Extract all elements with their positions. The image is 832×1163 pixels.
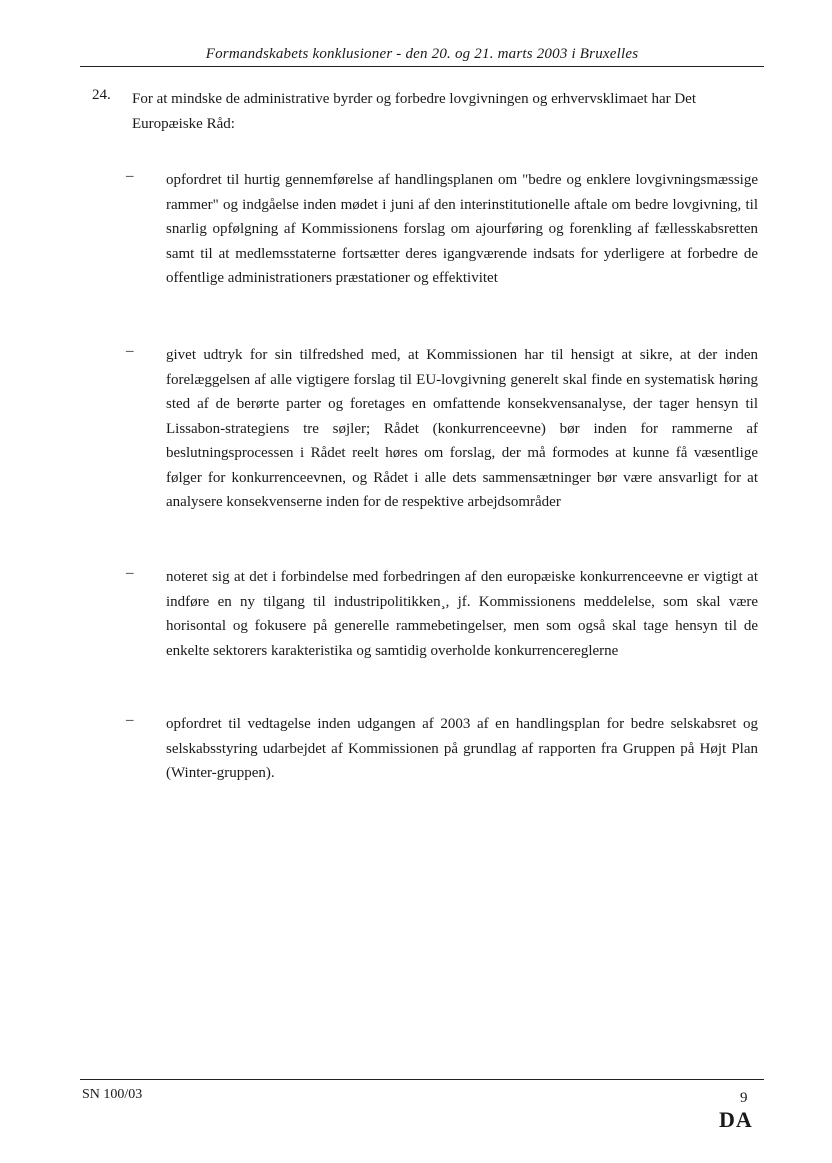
bullet-item: noteret sig at det i forbindelse med forbedringen af den europæiske konkurrenceevne er vigtigt at indføre en ny tilgang til industripolitikken¸, jf. Kommissionens meddelelse, som skal være horisontal og fokusere på generelle rammebetingelser, men som også skal tage hensyn til de enkelte sektorers karakteristika og samtidig overholde konkurrencereglerne	[166, 569, 758, 659]
footer-rule	[80, 1079, 764, 1080]
bullet-dash: –	[126, 168, 134, 184]
running-header: Formandskabets konklusioner - den 20. og 21. marts 2003 i Bruxelles	[205, 46, 639, 62]
header-rule	[80, 66, 764, 67]
document-reference: SN 100/03	[82, 1087, 143, 1102]
paragraph-number: 24.	[92, 87, 111, 103]
bullet-item: givet udtryk for sin tilfredshed med, at Kommissionen har til hensigt at sikre, at der inden forelæggelsen af alle vigtigere forslag til EU-lovgivning generelt skal finde en systematisk høring sted af de berørte parter og foretages en omfattende konsekvensanalyse, der tager hensyn til Lissabon-strategiens tre søjler; Rådet (konkurrenceevne) bør inden for rammerne af beslutningsprocessen i Rådet reelt høres om forslag, der må formodes at kunne få væsentlige følger for konkurrenceevnen, og Rådet i alle dets sammensætninger bør være ansvarligt for at analysere konsekvenserne inden for de respektive arbejdsområder	[166, 347, 758, 510]
bullet-item: opfordret til vedtagelse inden udgangen af 2003 af en handlingsplan for bedre selskabsret og selskabsstyring udarbejdet af Kommissionen på grundlag af rapporten fra Gruppen på Højt Plan (Winter-gruppen).	[166, 716, 758, 781]
paragraph-intro: For at mindske de administrative byrder og forbedre lovgivningen og erhvervsklimaet har Det Europæiske Råd:	[132, 91, 697, 132]
bullet-dash: –	[126, 565, 134, 581]
bullet-dash: –	[126, 343, 134, 359]
bullet-dash: –	[126, 712, 134, 728]
language-code: DA	[719, 1107, 753, 1132]
page-number: 9	[740, 1090, 748, 1106]
bullet-item: opfordret til hurtig gennemførelse af handlingsplanen om "bedre og enklere lovgivningsmæssige rammer" og indgåelse inden mødet i juni af den interinstitutionelle aftale om bedre lovgivning, til snarlig opfølgning af Kommissionens forslag om ajourføring og forenkling af fællesskabsretten samt til at medlemsstaterne fortsætter deres igangværende indsats for yderligere at forbedre de offentlige administrationers præstationer og effektivitet	[166, 172, 758, 286]
